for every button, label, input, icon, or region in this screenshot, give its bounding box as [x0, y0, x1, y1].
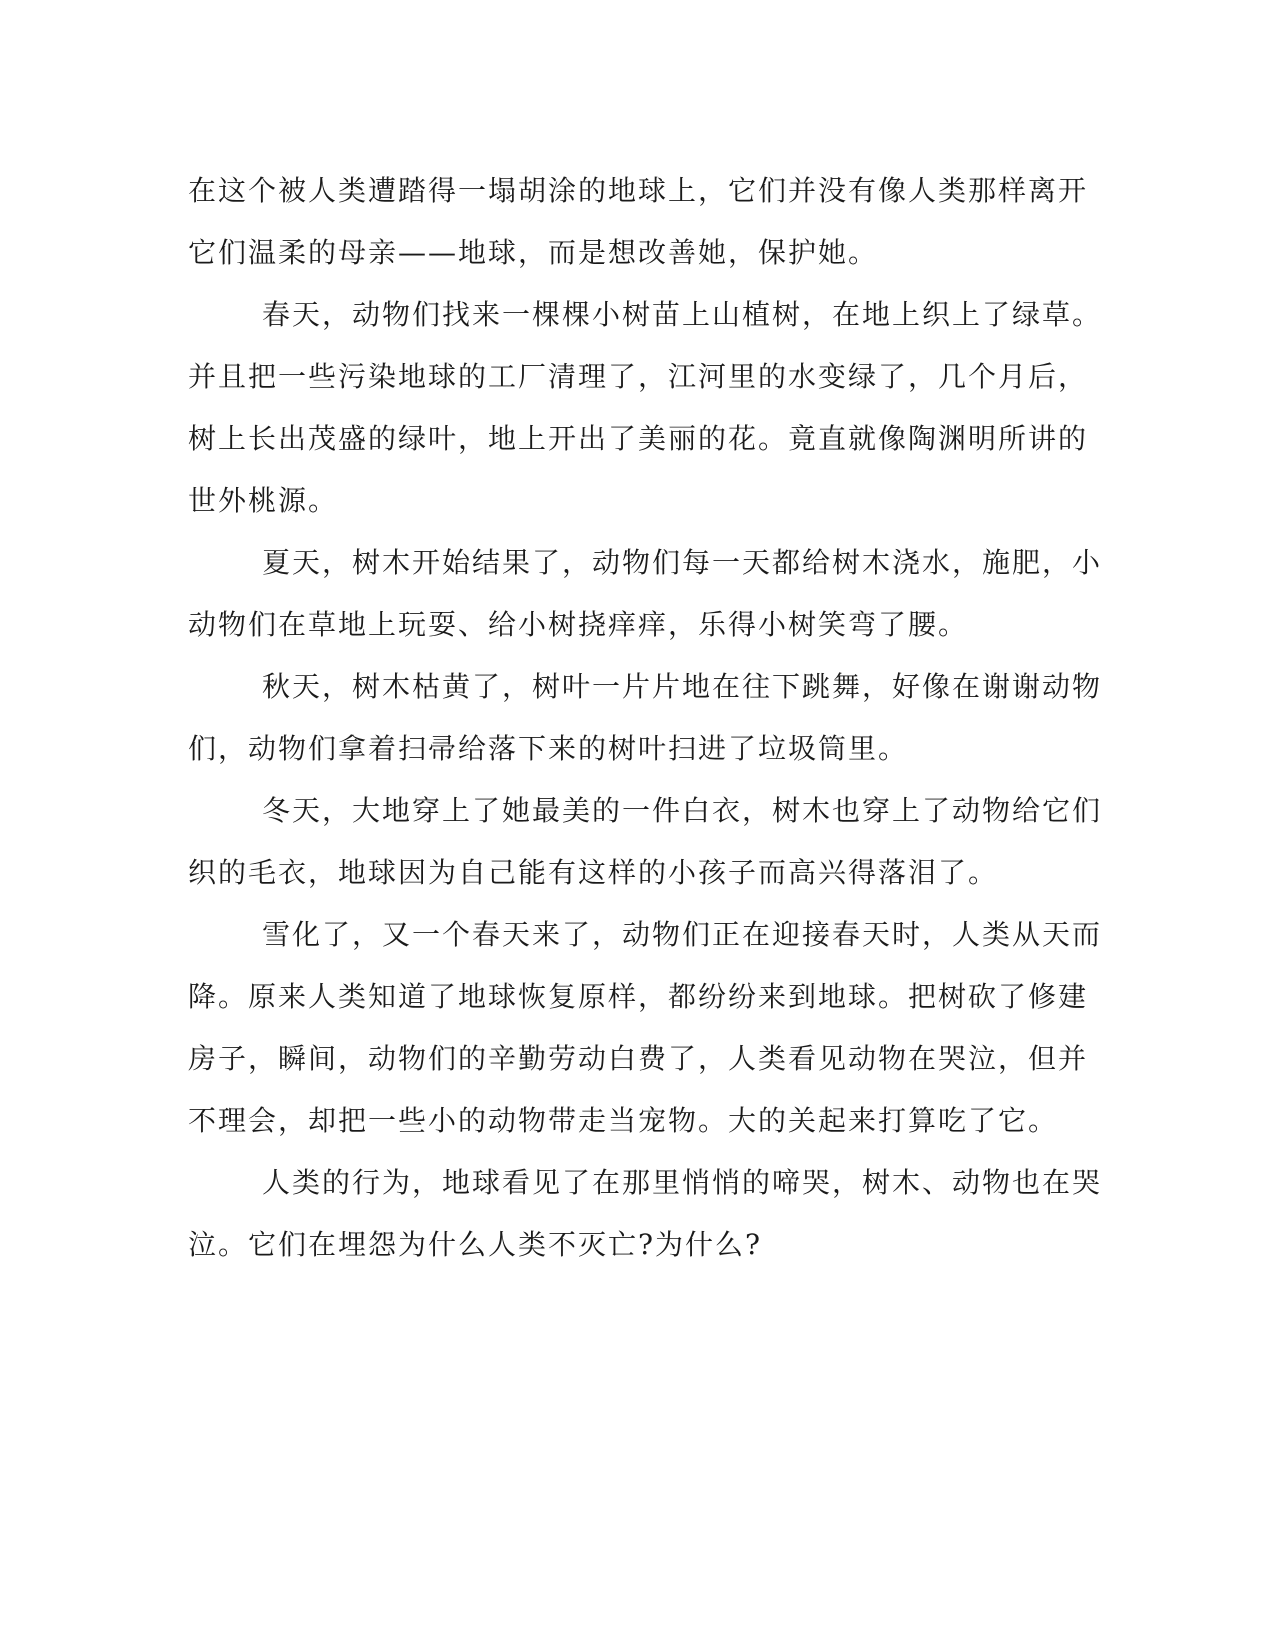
- text-line: 房子，瞬间，动物们的辛勤劳动白费了，人类看见动物在哭泣，但并: [188, 1042, 1089, 1075]
- text-line: 不理会，却把一些小的动物带走当宠物。大的关起来打算吃了它。: [188, 1104, 1059, 1137]
- paragraph-snowmelt-line: 雪化了，又一个春天来了，动物们正在迎接春天时，人类从天而: [262, 918, 1103, 951]
- text-line: 在这个被人类遭踏得一塌胡涂的地球上，它们并没有像人类那样离开: [188, 174, 1089, 207]
- text-line: 泣。它们在埋怨为什么人类不灭亡?为什么?: [188, 1228, 763, 1261]
- text-line: 它们温柔的母亲——地球，而是想改善她，保护她。: [188, 236, 879, 269]
- text-line: 动物们在草地上玩耍、给小树挠痒痒，乐得小树笑弯了腰。: [188, 608, 969, 641]
- text-line: 织的毛衣，地球因为自己能有这样的小孩子而高兴得落泪了。: [188, 856, 999, 889]
- paragraph-summer-line: 夏天，树木开始结果了，动物们每一天都给树木浇水，施肥，小: [262, 546, 1103, 579]
- paragraph-winter-line: 冬天，大地穿上了她最美的一件白衣，树木也穿上了动物给它们: [262, 794, 1103, 827]
- text-line: 世外桃源。: [188, 484, 339, 517]
- paragraph-autumn-line: 秋天，树木枯黄了，树叶一片片地在往下跳舞，好像在谢谢动物: [262, 670, 1103, 703]
- paragraph-spring-line: 春天，动物们找来一棵棵小树苗上山植树，在地上织上了绿草。: [262, 298, 1103, 331]
- essay-body: [188, 160, 1103, 1276]
- text-line: 降。原来人类知道了地球恢复原样，都纷纷来到地球。把树砍了修建: [188, 980, 1089, 1013]
- paragraph-ending-line: 人类的行为，地球看见了在那里悄悄的啼哭，树木、动物也在哭: [262, 1166, 1103, 1199]
- text-line: 们，动物们拿着扫帚给落下来的树叶扫进了垃圾筒里。: [188, 732, 909, 765]
- text-line: 树上长出茂盛的绿叶，地上开出了美丽的花。竟直就像陶渊明所讲的: [188, 422, 1089, 455]
- text-line: 并且把一些污染地球的工厂清理了，江河里的水变绿了，几个月后，: [188, 360, 1089, 393]
